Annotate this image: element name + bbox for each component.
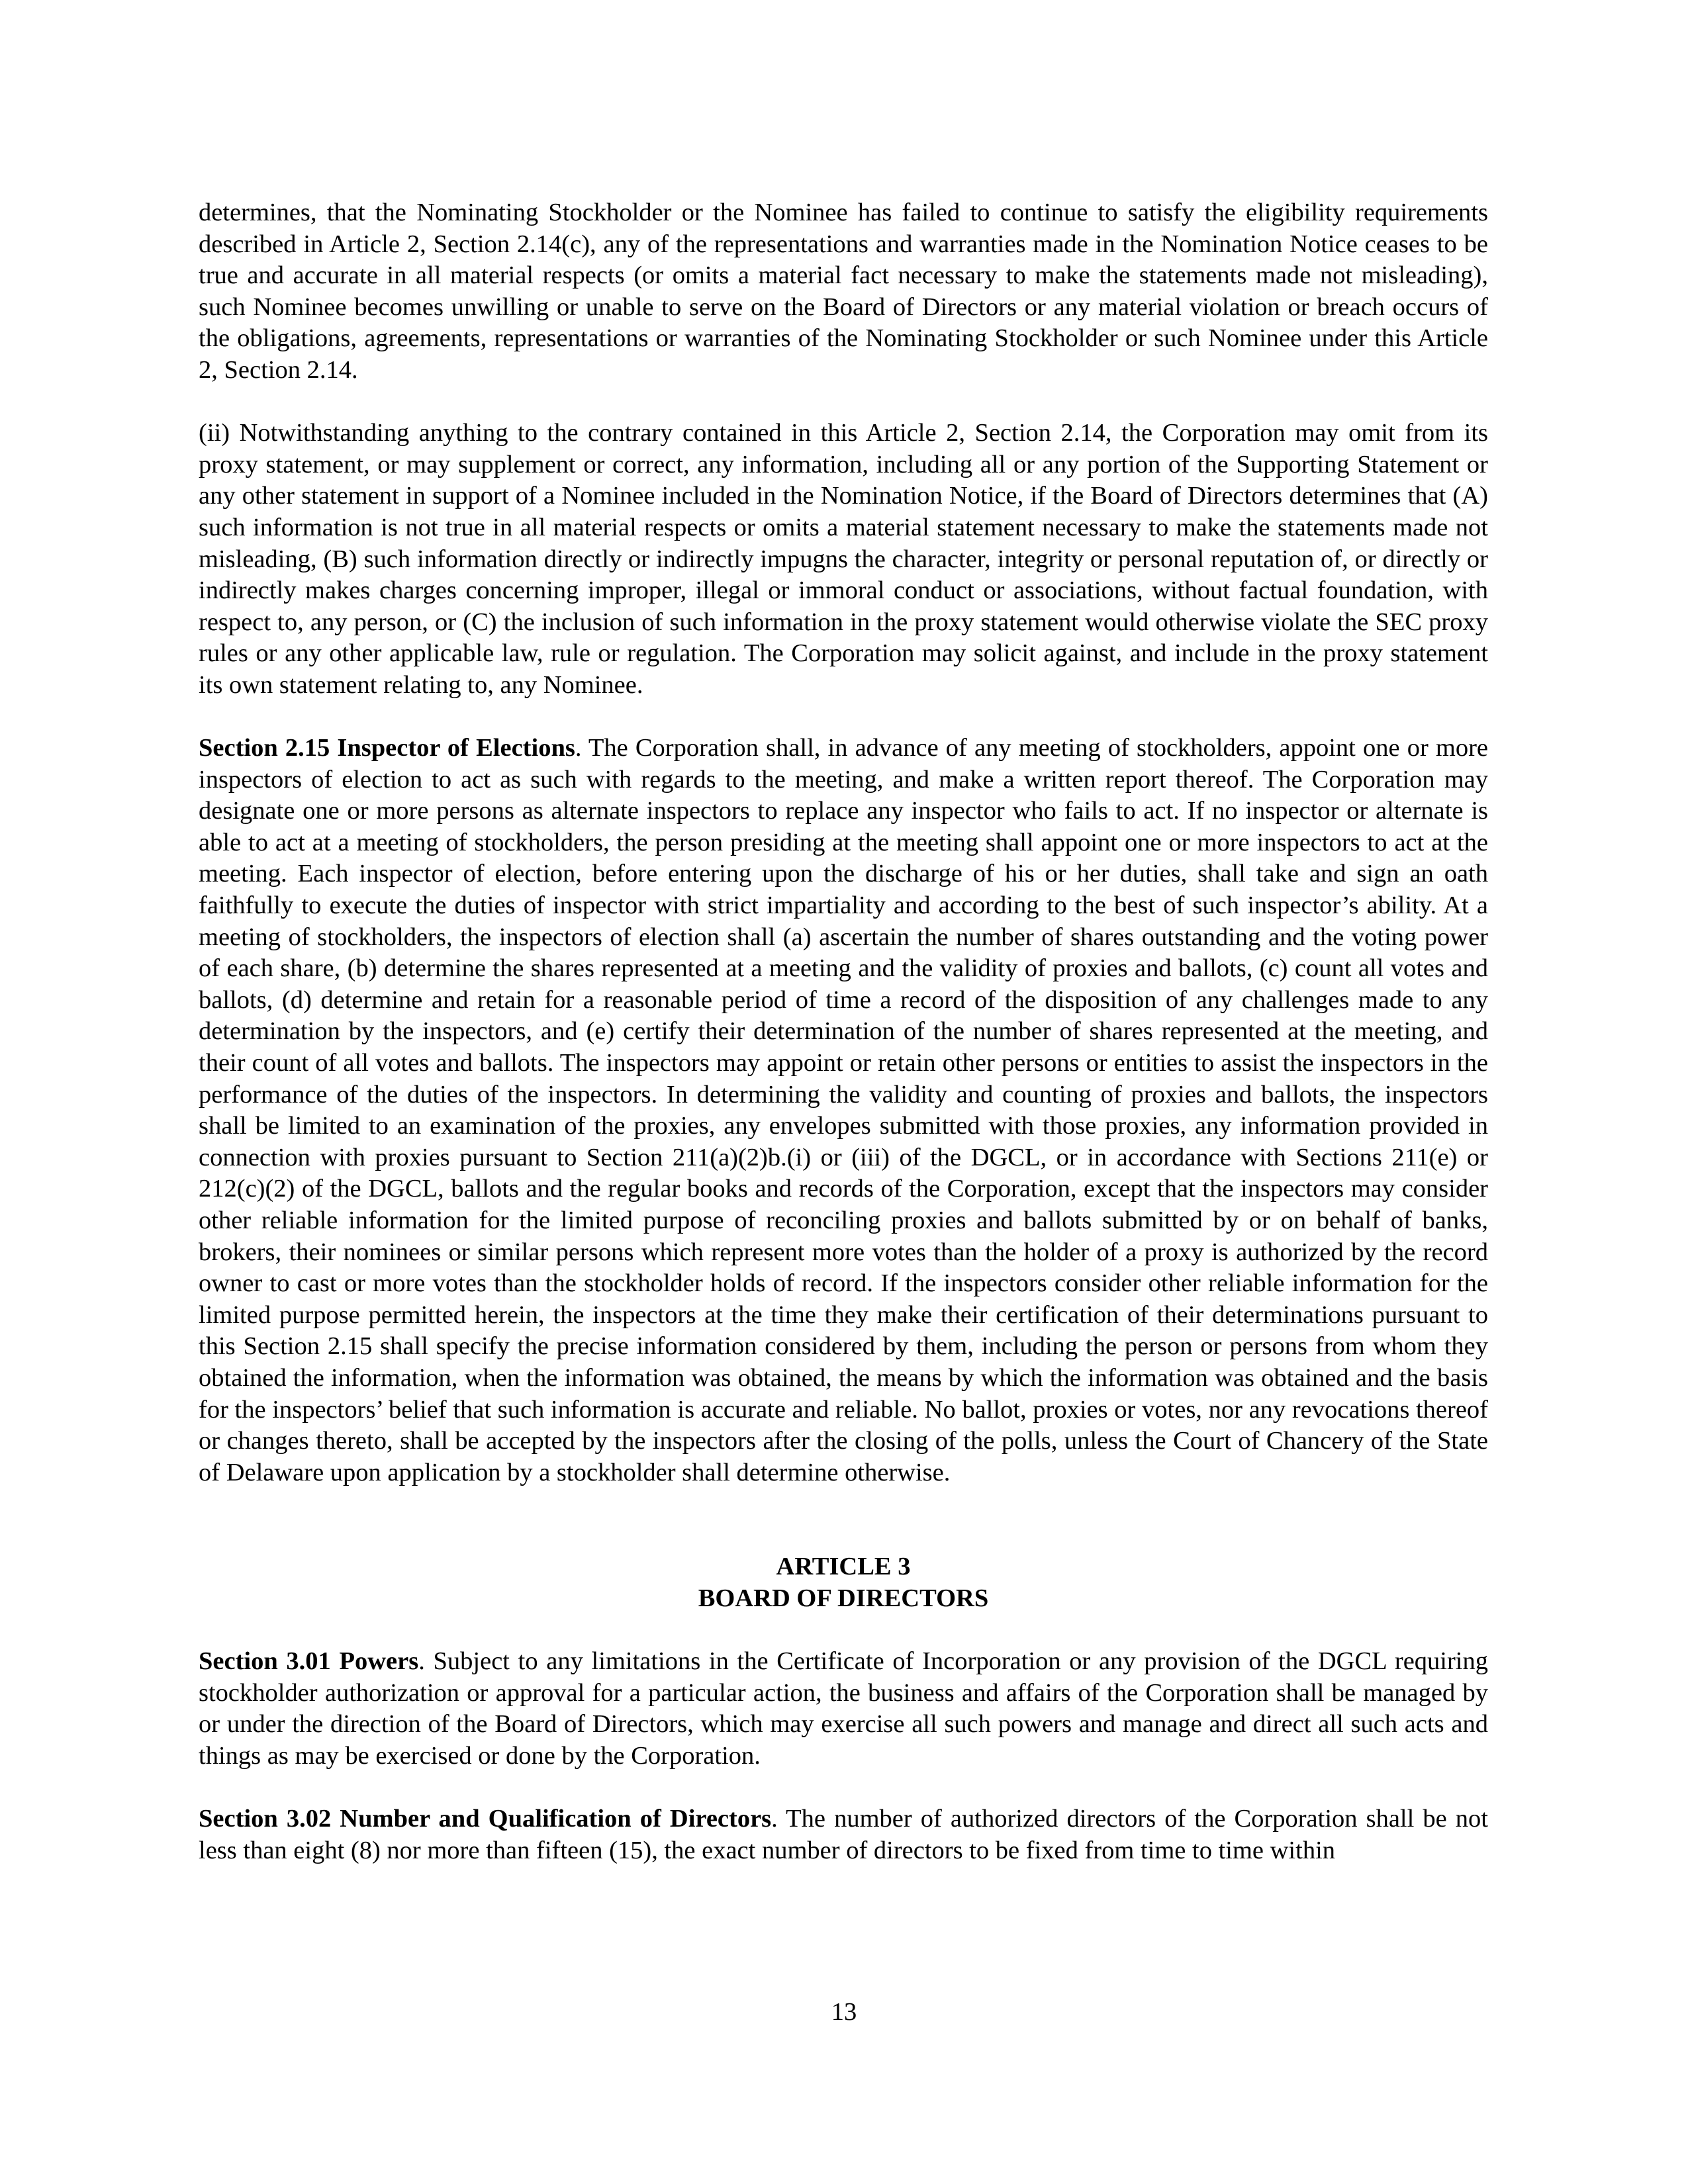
paragraph-proxy-statement-omission: (ii) Notwithstanding anything to the contrary contained in this Article 2, Section 2.14, the Corporation may omit from its proxy statement, or may supplement or correct, any information, including all or any portion of the Supporting Statement or any other statement in support of a Nominee included in the Nomination Notice, if the Board of Directors determines that (A) such information is not true in all material respects or omits a material statement necessary to make the statements made not misleading, (B) such information directly or indirectly impugns the character, integrity or personal reputation of, or directly or indirectly makes charges concerning improper, illegal or immoral conduct or associations, without factual foundation, with respect to, any person, or (C) the inclusion of such information in the proxy statement would otherwise violate the SEC proxy rules or any other applicable law, rule or regulation. The Corporation may solicit against, and include in the proxy statement its own statement relating to, any Nominee. [199,419,1488,699]
section-3-02-paragraph [199,1803,1488,1866]
section-2-15-body: . The Corporation shall, in advance of any meeting of stockholders, appoint one or more inspectors of election to act as such with regards to the meeting, and make a written report thereof. The Corporation may designate one or more persons as alternate inspectors to replace any inspector who fails to act. If no inspector or alternate is able to act at a meeting of stockholders, the person presiding at the meeting shall appoint one or more inspectors to act at the meeting. Each inspector of election, before entering upon the discharge of his or her duties, shall take and sign an oath faithfully to execute the duties of inspector with strict impartiality and according to the best of such inspector’s ability. At a meeting of stockholders, the inspectors of election shall (a) ascertain the number of shares outstanding and the voting power of each share, (b) determine the shares represented at a meeting and the validity of proxies and ballots, (c) count all votes and ballots, (d) determine and retain for a reasonable period of time a record of the disposition of any challenges made to any determination by the inspectors, and (e) certify their determination of the number of shares represented at the meeting, and their count of all votes and ballots. The inspectors may appoint or retain other persons or entities to assist the inspectors in the performance of the duties of the inspectors. In determining the validity and counting of proxies and ballots, the inspectors shall be limited to an examination of the proxies, any envelopes submitted with those proxies, any information provided in connection with proxies pursuant to Section 211(a)(2)b.(i) or (iii) of the DGCL, or in accordance with Sections 211(e) or 212(c)(2) of the DGCL, ballots and the regular books and records of the Corporation, except that the inspectors may consider other reliable information for the limited purpose of reconciling proxies and ballots submitted by or on behalf of banks, brokers, their nominees or similar persons which represent more votes than the holder of a proxy is authorized by the record owner to cast or more votes than the stockholder holds of record. If the inspectors consider other reliable information for the limited purpose permitted herein, the inspectors at the time they make their certification of their determinations pursuant to this Section 2.15 shall specify the precise information considered by them, including the person or persons from whom they obtained the information, when the information was obtained, the means by which the information was obtained and the basis for the inspectors’ belief that such information is accurate and reliable. No ballot, proxies or votes, nor any revocations thereof or changes thereto, shall be accepted by the inspectors after the closing of the polls, unless the Court of Chancery of the State of Delaware upon application by a stockholder shall determine otherwise. [199,734,1488,1486]
section-3-01-title: Section 3.01 Powers [199,1647,419,1676]
section-3-02-title: Section 3.02 Number and Qualification of Directors [199,1805,772,1833]
page-number: 13 [831,1998,857,2026]
section-3-01-paragraph [199,1646,1488,1772]
article-title: BOARD OF DIRECTORS [698,1584,989,1612]
article-number: ARTICLE 3 [776,1553,911,1581]
section-3-02-body: . The number of authorized directors of the Corporation shall be not less than eight (8) nor more than fifteen (15), the exact number of directors to be fixed from time to time within [199,1805,1488,1864]
section-3-01-body: . Subject to any limitations in the Certificate of Incorporation or any provision of the DGCL requiring stockholder authorization or approval for a particular action, the business and affairs of the Corporation shall be managed by or under the direction of the Board of Directors, which may exercise all such powers and manage and direct all such acts and things as may be exercised or done by the Corporation. [199,1647,1489,1770]
section-2-15-paragraph [199,733,1488,1488]
section-2-15-title: Section 2.15 Inspector of Elections [199,734,575,762]
document-page [199,197,1488,1866]
paragraph-nominee-eligibility: determines, that the Nominating Stockholder or the Nominee has failed to continue to satisfy the eligibility requirements described in Article 2, Section 2.14(c), any of the representations and warranties made in the Nomination Notice ceases to be true and accurate in all material respects (or omits a material fact necessary to make the statements made not misleading), such Nominee becomes unwilling or unable to serve on the Board of Directors or any material violation or breach occurs of the obligations, agreements, representations or warranties of the Nominating Stockholder or such Nominee under this Article 2, Section 2.14. [199,199,1488,384]
